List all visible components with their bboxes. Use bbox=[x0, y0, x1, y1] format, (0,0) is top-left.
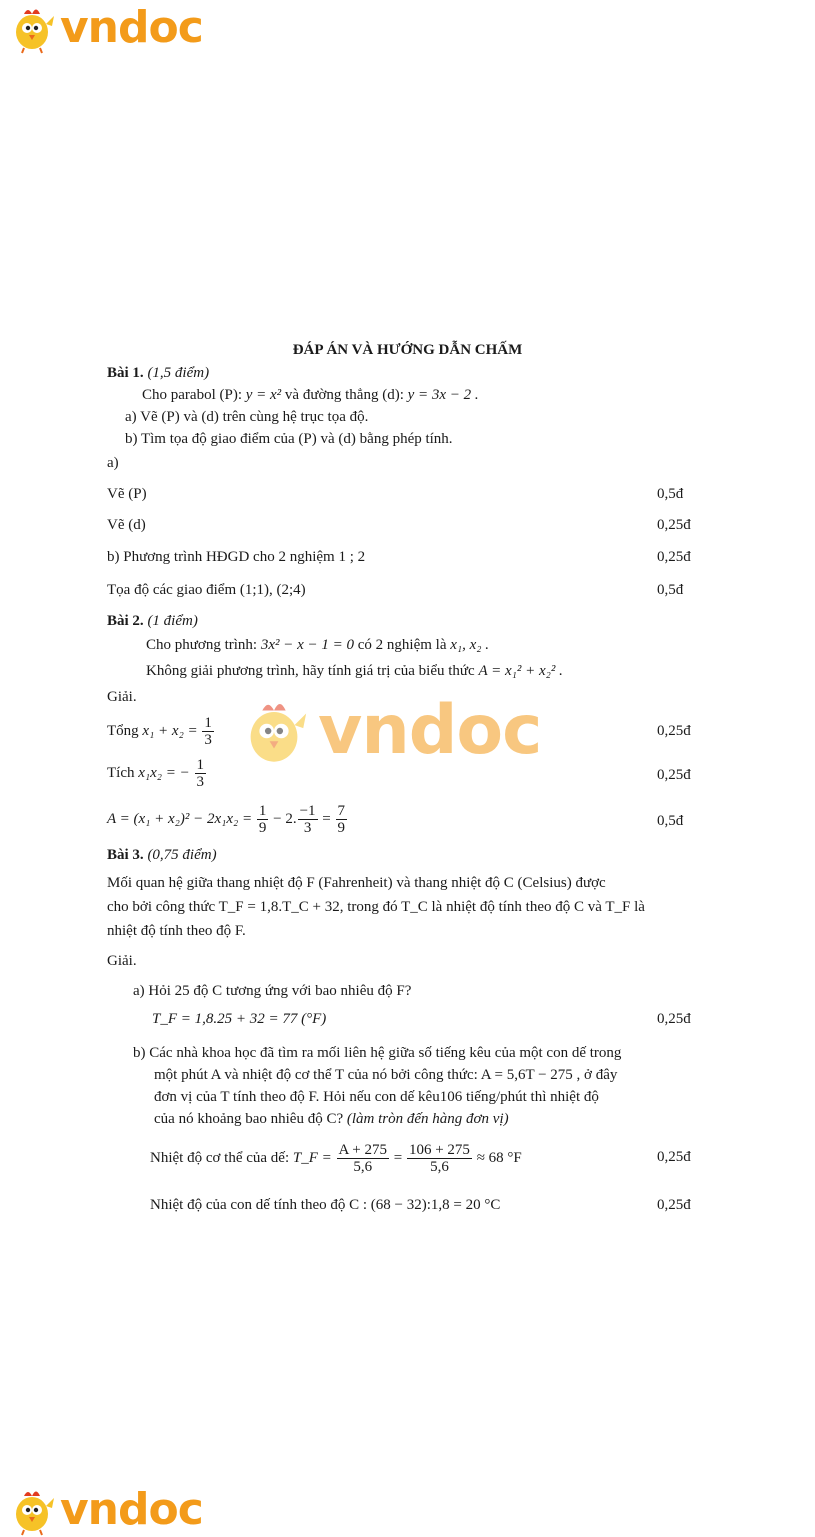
bai3-question-b-1: b) Các nhà khoa học đã tìm ra mối liên hệ giữa số tiếng kêu của một con dế trong bbox=[133, 1045, 622, 1061]
watermark-text: vndoc bbox=[318, 691, 542, 770]
bai2-solution-label: Giải. bbox=[107, 689, 137, 705]
bai3-solution-label: Giải. bbox=[107, 953, 137, 969]
chicken-mascot-icon bbox=[6, 2, 58, 54]
bai3-heading: Bài 3. (0,75 điểm) bbox=[107, 847, 217, 863]
bai1-row-3-score: 0,25đ bbox=[657, 549, 691, 565]
bai1-row-1-score: 0,5đ bbox=[657, 486, 684, 502]
bai3-question-a: a) Hỏi 25 độ C tương ứng với bao nhiêu độ F? bbox=[133, 983, 412, 999]
bai3-question-b-4: của nó khoảng bao nhiêu độ C? (làm tròn đến hàng đơn vị) bbox=[154, 1111, 509, 1127]
bai2-task: Không giải phương trình, hãy tính giá trị của biểu thức A = x₁² + x₂² . bbox=[146, 663, 563, 679]
bai1-heading: Bài 1. (1,5 điểm) bbox=[107, 365, 210, 381]
bai3-answer-a: T_F = 1,8.25 + 32 = 77 (°F) bbox=[152, 1011, 327, 1027]
bai2-product: Tích x₁x₂ = − $\frac{1}{3}$ bbox=[107, 757, 204, 791]
bai1-row-4-score: 0,5đ bbox=[657, 582, 684, 598]
bai3-answer-b2: Nhiệt độ của con dế tính theo độ C : (68 − 32):1,8 = 20 °C bbox=[150, 1197, 501, 1213]
bai3-question-b-3: đơn vị của T tính theo độ F. Hỏi nếu con dế kêu106 tiếng/phút thì nhiệt độ bbox=[154, 1089, 599, 1105]
bai2-a-expression: A = (x₁ + x₂)² − 2x₁x₂ = $\frac{1}{9}$ − 2. $\frac{-1}{3}$ = $\frac{7}{9}$ bbox=[107, 803, 346, 837]
bai3-para-1: Mối quan hệ giữa thang nhiệt độ F (Fahrenheit) và thang nhiệt độ C (Celsius) được bbox=[107, 875, 606, 891]
bai3-answer-b1-score: 0,25đ bbox=[657, 1149, 691, 1165]
bai1-intro: Cho parabol (P): y = x² và đường thẳng (d): y = 3x − 2 . bbox=[142, 387, 479, 403]
vndoc-logo-top bbox=[6, 2, 203, 54]
bai1-label-a: a) bbox=[107, 455, 119, 471]
bai1-row-2-score: 0,25đ bbox=[657, 517, 691, 533]
logo-text: vndoc bbox=[60, 2, 203, 53]
vndoc-logo-bottom bbox=[6, 1484, 203, 1536]
bai1-row-1: Vẽ (P) bbox=[107, 486, 147, 502]
bai1-row-4: Tọa độ các giao điểm (1;1), (2;4) bbox=[107, 582, 306, 598]
bai3-question-b-2: một phút A và nhiệt độ cơ thể T của nó bởi công thức: A = 5,6T − 275 , ở đây bbox=[154, 1067, 618, 1083]
bai2-product-score: 0,25đ bbox=[657, 767, 691, 783]
bai3-para-3: nhiệt độ tính theo độ F. bbox=[107, 923, 246, 939]
bai1-row-3: b) Phương trình HĐGD cho 2 nghiệm 1 ; 2 bbox=[107, 549, 366, 565]
vndoc-watermark bbox=[236, 693, 541, 769]
bai3-para-2: cho bởi công thức T_F = 1,8.T_C + 32, trong đó T_C là nhiệt độ tính theo độ C và T_F là bbox=[107, 899, 645, 915]
bai3-answer-a-score: 0,25đ bbox=[657, 1011, 691, 1027]
chicken-mascot-icon bbox=[6, 1484, 58, 1536]
bai3-answer-b2-score: 0,25đ bbox=[657, 1197, 691, 1213]
logo-text: vndoc bbox=[60, 1484, 203, 1535]
bai2-a-score: 0,5đ bbox=[657, 813, 684, 829]
bai1-row-2: Vẽ (d) bbox=[107, 517, 146, 533]
bai2-intro: Cho phương trình: 3x² − x − 1 = 0 có 2 nghiệm là x₁, x₂ . bbox=[146, 637, 489, 653]
bai1-task-a: a) Vẽ (P) và (d) trên cùng hệ trục tọa độ. bbox=[125, 409, 369, 425]
bai2-sum-score: 0,25đ bbox=[657, 723, 691, 739]
bai2-heading: Bài 2. (1 điểm) bbox=[107, 613, 198, 629]
bai3-answer-b1: Nhiệt độ cơ thể của dế: T_F = $\frac{A + 275}{5,6}$ = $\frac{106 + 275}{5,6}$ ≈ 68 °F bbox=[150, 1142, 522, 1176]
bai2-sum: Tổng x₁ + x₂ = $\frac{1}{3}$ bbox=[107, 715, 212, 749]
bai1-task-b: b) Tìm tọa độ giao điểm của (P) và (d) bằng phép tính. bbox=[125, 431, 453, 447]
chicken-mascot-icon bbox=[236, 693, 312, 769]
page-title: ĐÁP ÁN VÀ HƯỚNG DẪN CHẤM bbox=[292, 342, 523, 358]
